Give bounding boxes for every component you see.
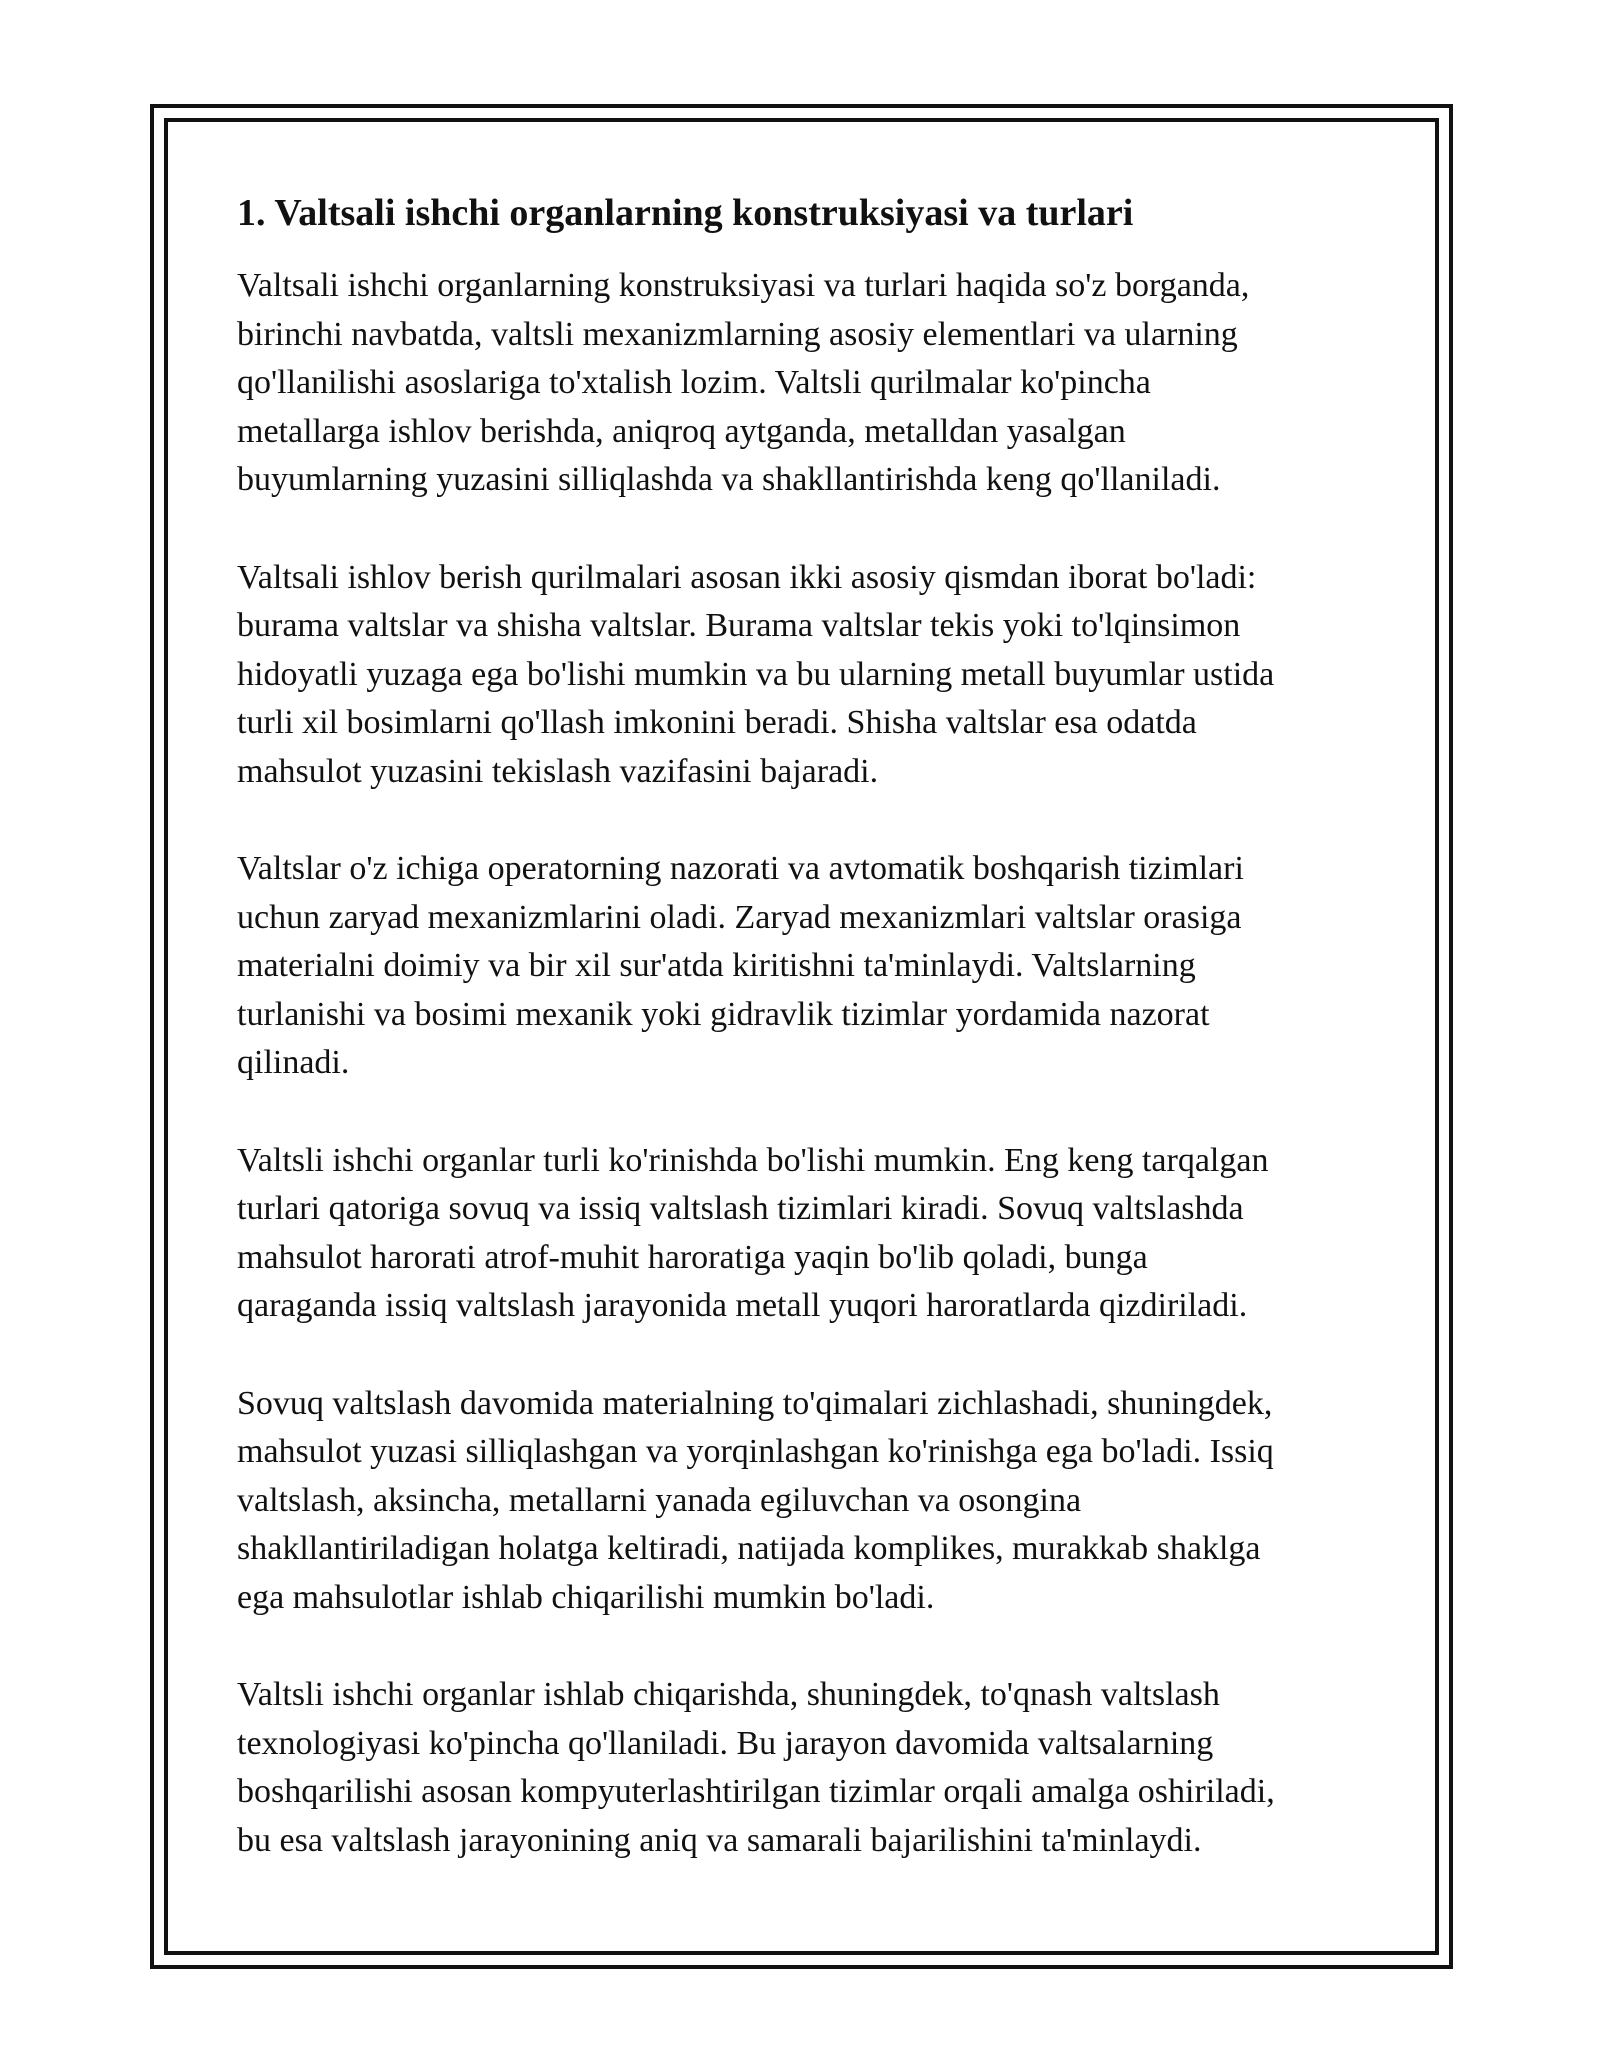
text-line: shakllantiriladigan holatga keltiradi, natijada komplikes, murakkab shaklga [237,1530,1261,1567]
text-line: burama valtslar va shisha valtslar. Burama valtslar tekis yoki to'lqinsimon [237,607,1241,644]
text-line: Valtsali ishlov berish qurilmalari asosan ikki asosiy qismdan iborat bo'ladi: [237,558,1257,596]
text-line: birinchi navbatda, valtsli mexanizmlarning asosiy elementlari va ularning [237,315,1238,353]
text-line: qaraganda issiq valtslash jarayonida metall yuqori haroratlarda qizdiriladi. [237,1287,1248,1324]
text-line: turli xil bosimlarni qo'llash imkonini beradi. Shisha valtslar esa odatda [237,704,1197,741]
paragraph [237,1137,1367,1331]
text-line: boshqarilishi asosan kompyuterlashtirilgan tizimlar orqali amalga oshiriladi, [237,1773,1275,1810]
text-line: Valtslar o'z ichiga operatorning nazorati va avtomatik boshqarish tizimlari [237,850,1244,887]
text-line: valtslash, aksincha, metallarni yanada egiluvchan va osongina [237,1481,1082,1519]
text-line: bu esa valtslash jarayonining aniq va samarali bajarilishini ta'minlaydi. [237,1821,1202,1859]
paragraph [237,1380,1367,1623]
paragraph [237,262,1367,505]
text-line: mahsulot yuzasini tekislash vazifasini bajaradi. [237,752,879,790]
text-line: turlanishi va bosimi mexanik yoki gidravlik tizimlar yordamida nazorat [237,995,1210,1033]
paragraph [237,845,1367,1088]
text-line: buyumlarning yuzasini silliqlashda va shakllantirishda keng qo'llaniladi. [237,461,1221,498]
text-line: metallarga ishlov berishda, aniqroq aytganda, metalldan yasalgan [237,412,1126,450]
text-line: mahsulot harorati atrof-muhit haroratiga yaqin bo'lib qoladi, bunga [237,1238,1148,1276]
section-heading: 1. Valtsali ishchi organlarning konstruksiyasi va turlari [237,192,1134,234]
document-body [237,188,1367,1865]
paragraph [237,554,1367,797]
text-line: Valtsli ishchi organlar ishlab chiqarishda, shuningdek, to'qnash valtslash [237,1676,1220,1713]
text-line: mahsulot yuzasi silliqlashgan va yorqinlashgan ko'rinishga ega bo'ladi. Issiq [237,1433,1274,1470]
text-line: turlari qatoriga sovuq va issiq valtslash tizimlari kiradi. Sovuq valtslashda [237,1190,1244,1227]
text-line: materialni doimiy va bir xil sur'atda kiritishni ta'minlaydi. Valtslarning [237,947,1196,984]
text-line: ega mahsulotlar ishlab chiqarilishi mumkin bo'ladi. [237,1578,935,1616]
text-line: hidoyatli yuzaga ega bo'lishi mumkin va bu ularning metall buyumlar ustida [237,655,1275,693]
text-line: qilinadi. [237,1044,350,1081]
text-line: texnologiyasi ko'pincha qo'llaniladi. Bu jarayon davomida valtsalarning [237,1724,1214,1762]
text-line: uchun zaryad mexanizmlarini oladi. Zaryad mexanizmlari valtslar orasiga [237,898,1242,936]
text-line: qo'llanilishi asoslariga to'xtalish lozim. Valtsli qurilmalar ko'pincha [237,364,1151,401]
paragraph [237,1671,1367,1865]
text-line: Sovuq valtslash davomida materialning to'qimalari zichlashadi, shuningdek, [237,1384,1273,1422]
text-line: Valtsli ishchi organlar turli ko'rinishda bo'lishi mumkin. Eng keng tarqalgan [237,1141,1269,1179]
text-line: Valtsali ishchi organlarning konstruksiyasi va turlari haqida so'z borganda, [237,267,1250,304]
